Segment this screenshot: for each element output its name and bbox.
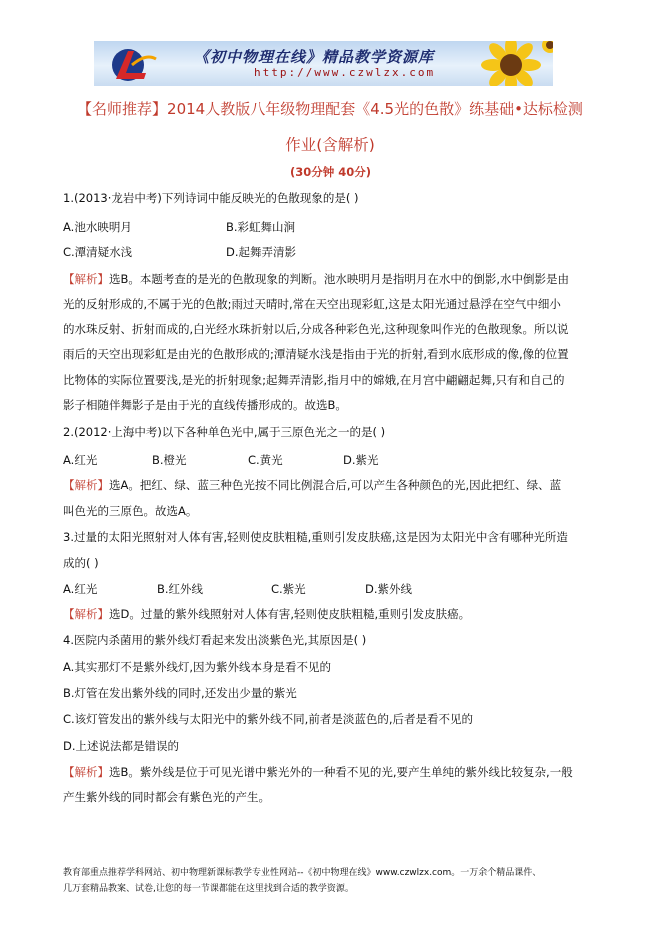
analysis-label: 【解析】 <box>63 478 109 492</box>
analysis-text: 产生紫外线的同时都会有紫色光的产生。 <box>63 790 270 804</box>
analysis-text: 雨后的天空出现彩虹是由光的色散形成的;潭清疑水浅是指由于光的折射,看到水底形成的像,像的位置 <box>63 347 569 361</box>
footer-text-continued: 几万套精品教案、试卷,让您的每一节课都能在这里找到合适的教学资源。 <box>63 884 354 894</box>
question-4-option-d: D.上述说法都是错误的 <box>63 739 180 753</box>
time-score-note: (30分钟 40分) <box>289 165 372 179</box>
analysis-text: 光的反射形成的,不属于光的色散;雨过天晴时,常在天空出现彩虹,这是太阳光通过悬浮在空气中细小 <box>63 297 561 311</box>
analysis-text: 影子相随伴舞影子是由于光的直线传播形成的。故选B。 <box>63 398 347 412</box>
question-1-stem: 1.(2013·龙岩中考)下列诗词中能反映光的色散现象的是( ) <box>63 191 359 205</box>
banner-title: 《初中物理在线》精品教学资源库 <box>194 48 435 66</box>
question-3-analysis: 【解析】选D。过量的紫外线照射对人体有害,轻则使皮肤粗糙,重则引发皮肤癌。 <box>63 607 471 621</box>
document-title-continued: 作业(含解析) <box>285 136 375 154</box>
question-2-option-d: D.紫光 <box>343 453 379 467</box>
question-4-stem: 4.医院内杀菌用的紫外线灯看起来发出淡紫色光,其原因是( ) <box>63 633 367 647</box>
question-1-option-c: C.潭清疑水浅 <box>63 245 133 259</box>
banner-url: http://www.czwlzx.com <box>254 66 436 79</box>
question-3-option-a: A.红光 <box>63 582 98 596</box>
analysis-text: 叫色光的三原色。故选A。 <box>63 504 198 518</box>
question-4-option-b: B.灯管在发出紫外线的同时,还发出少量的紫光 <box>63 686 297 700</box>
question-1-option-a: A.池水映明月 <box>63 220 132 234</box>
header-banner <box>94 41 553 86</box>
question-1-analysis: 【解析】选B。本题考查的是光的色散现象的判断。池水映明月是指明月在水中的倒影,水中倒影是由 <box>63 272 570 286</box>
question-3-stem: 3.过量的太阳光照射对人体有害,轻则使皮肤粗糙,重则引发皮肤癌,这是因为太阳光中含有哪种光所造 <box>63 530 568 544</box>
analysis-label: 【解析】 <box>63 272 109 286</box>
question-1-option-b: B.彩虹舞山涧 <box>226 220 296 234</box>
question-2-analysis: 【解析】选A。把红、绿、蓝三种色光按不同比例混合后,可以产生各种颜色的光,因此把红、绿、蓝 <box>63 478 562 492</box>
analysis-text: 的水珠反射、折射而成的,白光经水珠折射以后,分成各种彩色光,这种现象叫作光的色散现象。所以说 <box>63 322 569 336</box>
question-3-option-d: D.紫外线 <box>365 582 413 596</box>
question-3-stem-continued: 成的( ) <box>63 556 99 570</box>
question-2-option-a: A.红光 <box>63 453 98 467</box>
document-title: 【名师推荐】2014人教版八年级物理配套《4.5光的色散》练基础•达标检测 <box>77 100 583 118</box>
question-1-option-d: D.起舞弄清影 <box>226 245 297 259</box>
logo-icon <box>106 45 158 83</box>
analysis-label: 【解析】 <box>63 607 109 621</box>
question-4-analysis: 【解析】选B。紫外线是位于可见光谱中紫光外的一种看不见的光,要产生单纯的紫外线比较复杂,一般 <box>63 765 573 779</box>
question-2-stem: 2.(2012·上海中考)以下各种单色光中,属于三原色光之一的是( ) <box>63 425 386 439</box>
footer-text: 教育部重点推荐学科网站、初中物理新课标教学专业性网站--《初中物理在线》www.czwlzx.com。一万余个精品课件、 <box>63 868 542 878</box>
sunflower-icon <box>466 41 553 86</box>
question-3-option-b: B.红外线 <box>157 582 204 596</box>
analysis-label: 【解析】 <box>63 765 109 779</box>
question-4-option-a: A.其实那灯不是紫外线灯,因为紫外线本身是看不见的 <box>63 660 331 674</box>
question-4-option-c: C.该灯管发出的紫外线与太阳光中的紫外线不同,前者是淡蓝色的,后者是看不见的 <box>63 712 473 726</box>
question-2-option-b: B.橙光 <box>152 453 187 467</box>
question-3-option-c: C.紫光 <box>271 582 306 596</box>
analysis-text: 比物体的实际位置要浅,是光的折射现象;起舞弄清影,指月中的嫦娥,在月宫中翩翩起舞,只有和自己的 <box>63 373 565 387</box>
question-2-option-c: C.黄光 <box>248 453 283 467</box>
